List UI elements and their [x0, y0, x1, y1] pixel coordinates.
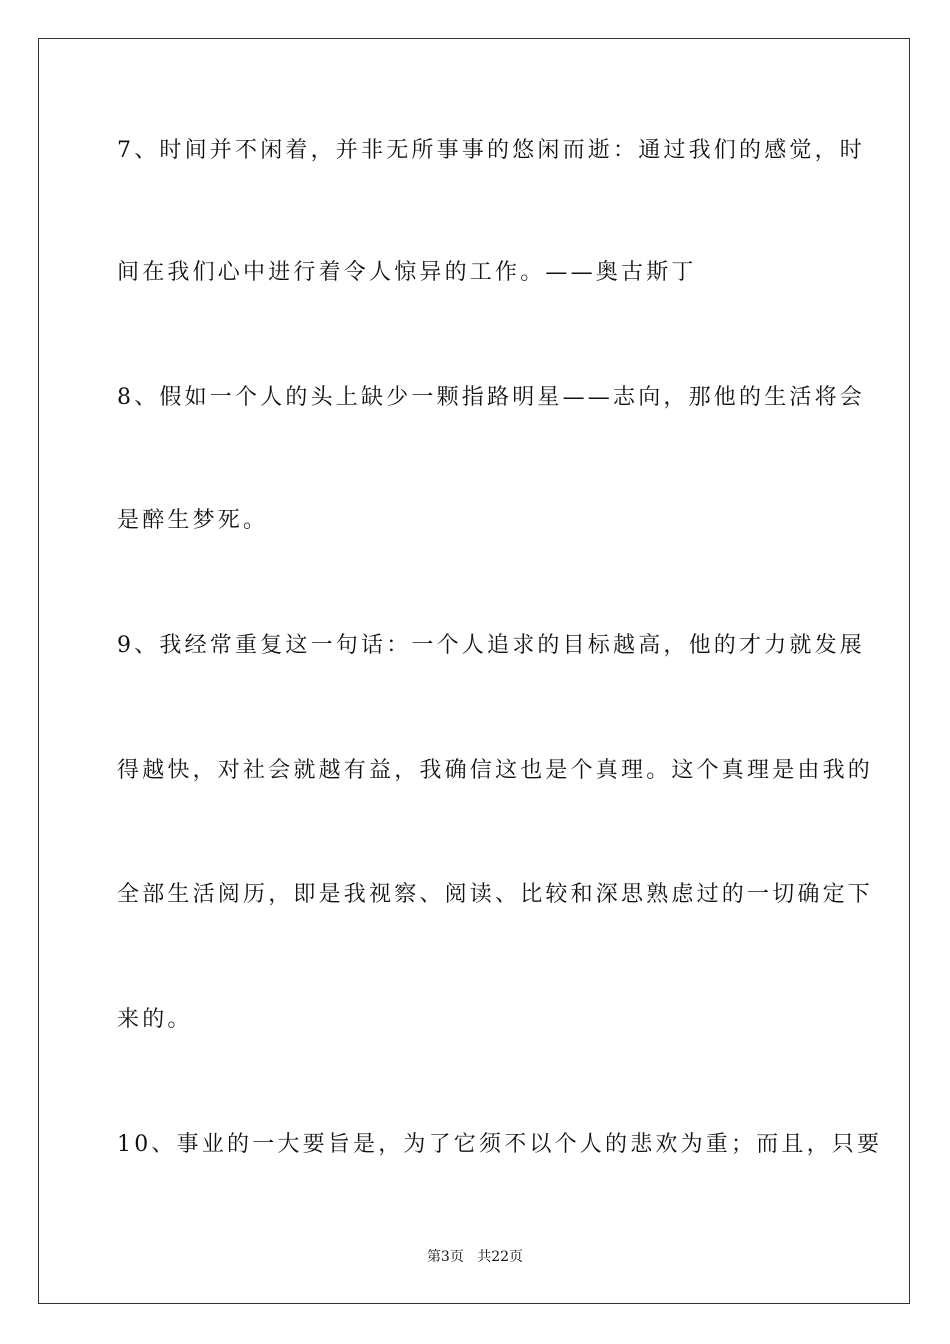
page-number: 第3页: [426, 1249, 464, 1265]
text-line-6: 得越快，对社会就越有益，我确信这也是个真理。这个真理是由我的: [117, 758, 874, 783]
text-line-3: 8、假如一个人的头上缺少一颗指路明星——志向，那他的生活将会: [117, 385, 865, 410]
text-line-8: 来的。: [117, 1007, 193, 1032]
page-total: 共22页: [477, 1249, 524, 1265]
page-footer: [0, 1247, 950, 1267]
text-line-9: 10、事业的一大要旨是，为了它须不以个人的悲欢为重；而且，只要: [117, 1132, 883, 1157]
text-line-5: 9、我经常重复这一句话：一个人追求的目标越高，他的才力就发展: [117, 633, 865, 658]
page-border: [38, 38, 910, 1304]
text-line-7: 全部生活阅历，即是我视察、阅读、比较和深思熟虑过的一切确定下: [117, 882, 874, 907]
text-line-1: 7、时间并不闲着，并非无所事事的悠闲而逝：通过我们的感觉，时: [117, 138, 865, 163]
text-line-4: 是醉生梦死。: [117, 508, 269, 533]
text-line-2: 间在我们心中进行着令人惊异的工作。——奥古斯丁: [117, 260, 697, 285]
